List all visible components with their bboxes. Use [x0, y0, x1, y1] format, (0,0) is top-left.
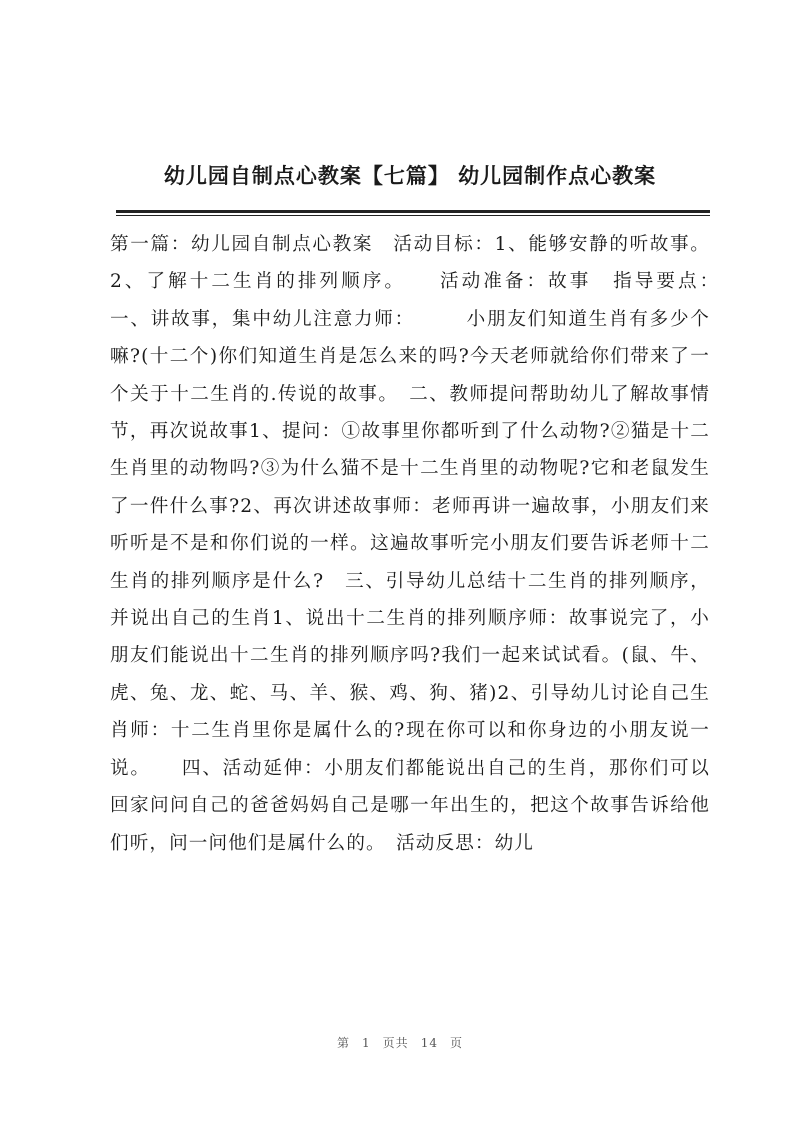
title-underline-thin — [116, 215, 710, 216]
page-footer — [0, 1034, 800, 1051]
title-underline-thick — [116, 210, 710, 213]
document-body: 第一篇：幼儿园自制点心教案 活动目标：1、能够安静的听故事。2、了解十二生肖的排列顺序。 活动准备：故事 指导要点： 一、讲故事，集中幼儿注意力师： 小朋友们知道生肖有多少个嘛?(十二个)你们知道生肖是怎么来的吗?今天老师就给你们带来了一个关于十二生肖的.传说的故事。 二、教师提问帮助幼儿了解故事情节，再次说故事1、提问：①故事里你都听到了什么动物?②猫是十二生肖里的动物吗?③为什么猫不是十二生肖里的动物呢?它和老鼠发生了一件什么事?2、再次讲述故事师：老师再讲一遍故事，小朋友们来听听是不是和你们说的一样。这遍故事听完小朋友们要告诉老师十二生肖的排列顺序是什么? 三、引导幼儿总结十二生肖的排列顺序，并说出自己的生肖1、说出十二生肖的排列顺序师：故事说完了，小朋友们能说出十二生肖的排列顺序吗?我们一起来试试看。(鼠、牛、虎、兔、龙、蛇、马、羊、猴、鸡、狗、猪)2、引导幼儿讨论自己生肖师：十二生肖里你是属什么的?现在你可以和你身边的小朋友说一说。 四、活动延伸：小朋友们都能说出自己的生肖，那你们可以回家问问自己的爸爸妈妈自己是哪一年出生的，把这个故事告诉给他们听，问一问他们是属什么的。 活动反思：幼儿 — [110, 234, 730, 854]
footer-current-page: 1 — [362, 1036, 371, 1050]
footer-prefix: 第 — [337, 1036, 351, 1050]
footer-suffix: 页 — [449, 1036, 463, 1050]
document-title: 幼儿园自制点心教案【七篇】 幼儿园制作点心教案 — [163, 163, 657, 188]
footer-total-pages: 14 — [420, 1036, 438, 1050]
footer-middle: 页共 — [382, 1036, 409, 1050]
